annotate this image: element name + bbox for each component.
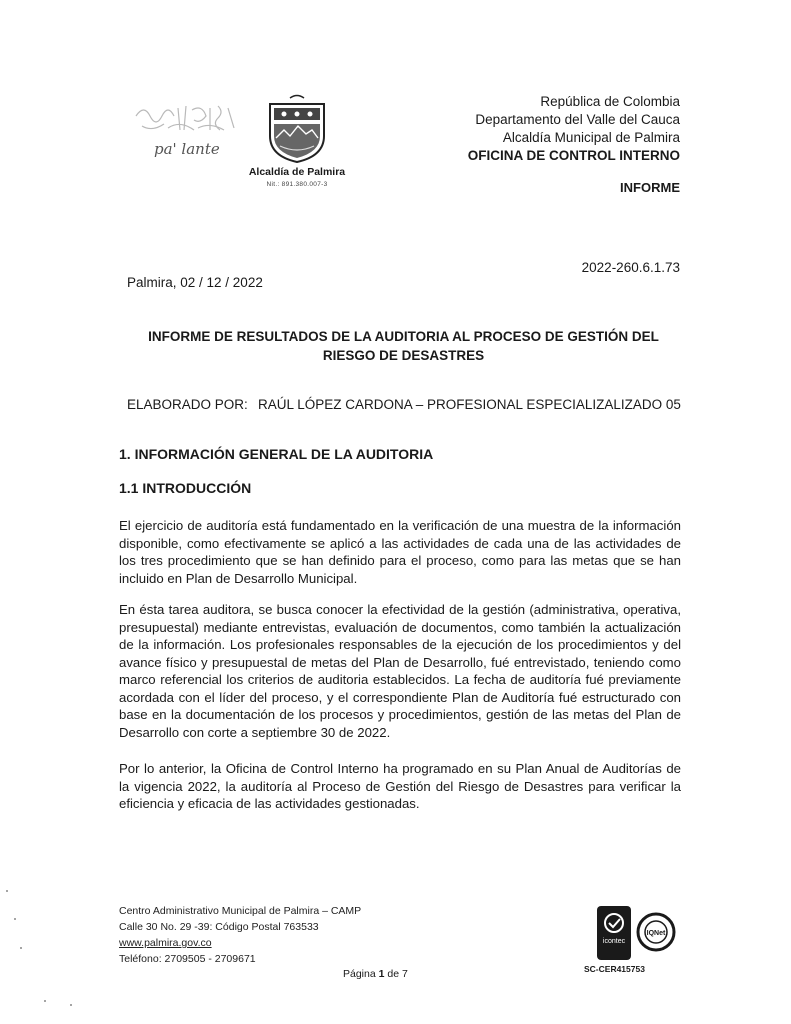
icontec-certification-logo [596,905,632,961]
elaborado-value: RAÚL LÓPEZ CARDONA – PROFESIONAL ESPECIALIZALIZADO 05 [258,397,681,412]
document-date: Palmira, 02 / 12 / 2022 [127,275,263,290]
scan-speck [14,918,16,920]
paragraph-3: Por lo anterior, la Oficina de Control Interno ha programado en su Plan Anual de Auditorías de la vigencia 2022, la auditoría al Proceso de Gestión del Riesgo de Desastres para verificar la eficiencia y eficacia de las actividades gestionadas. [119,761,681,811]
elaborado-label: ELABORADO POR: [127,397,248,412]
scan-speck [44,1000,46,1002]
svg-text:icontec: icontec [602,938,626,945]
footer-address-name: Centro Administrativo Municipal de Palmira – CAMP [119,905,362,917]
subsection-heading: 1.1 INTRODUCCIÓN [119,480,252,496]
country-line: República de Colombia [540,94,680,109]
report-title: INFORME DE RESULTADOS DE LA AUDITORIA AL PROCESO DE GESTIÓN DEL RIESGO DE DESASTRES [148,329,659,363]
page-middle: de [387,968,400,980]
radicado-number: 2022-260.6.1.73 [581,260,680,275]
page-prefix: Página [343,968,376,980]
page-number [343,968,408,980]
scan-speck [6,890,8,892]
footer-website-link[interactable]: www.palmira.gov.co [119,937,212,949]
footer-phone: Teléfono: 2709505 - 2709671 [119,953,256,965]
department-line: Departamento del Valle del Cauca [475,112,680,127]
paragraph-2: En ésta tarea auditora, se busca conocer la efectividad de la gestión (administrativa, operativa, presupuestal) mediante entrevistas, evaluación de documentos, como también la actualización de la información. Los profesionales responsables de la ejecución de los procedimientos y del avance físico y presupuestal de metas del Plan de Desarrollo, fué entrevistado, teniendo como marco referencial los criterios de auditoria establecidos. La fecha de auditoría fué previamente acordada con el líder del proceso, y el correspondiente Plan de Auditoría fué estructurado con base en la documentación de los procesos y procedimientos, gestión de las metas del Plan de Desarrollo con corte a septiembre 30 de 2022. [119,602,681,740]
certification-code: SC-CER415753 [584,964,645,974]
footer-address: Calle 30 No. 29 -39: Código Postal 763533 [119,921,319,933]
crest-name: Alcaldía de Palmira [248,166,346,178]
section-heading: 1. INFORMACIÓN GENERAL DE LA AUDITORIA [119,446,434,462]
svg-text:pa' lante: pa' lante [154,140,220,158]
municipality-line: Alcaldía Municipal de Palmira [502,130,680,145]
crest-nit: Nit.: 891.380.007-3 [266,181,328,188]
city-slogan-logo [128,98,246,162]
iqnet-certification-logo [636,912,676,952]
document-type: INFORME [620,180,680,195]
page-current: 1 [378,968,385,980]
svg-text:IQNet: IQNet [646,930,666,937]
scan-speck [20,947,22,949]
page-total: 7 [402,968,408,980]
municipal-crest-logo [264,94,330,164]
institution-header [468,93,680,165]
footer-contact [119,903,361,967]
scan-speck [70,1004,72,1006]
paragraph-1: El ejercicio de auditoría está fundamentado en la verificación de una muestra de la información disponible, como efectivamente se aplicó a las actividades de cada una de las actividades de los tres procedimiento que se han definido para el proceso, como para las metas que se han incluido en Plan de Desarrollo Municipal. [119,518,681,586]
office-line: OFICINA DE CONTROL INTERNO [467,148,680,163]
